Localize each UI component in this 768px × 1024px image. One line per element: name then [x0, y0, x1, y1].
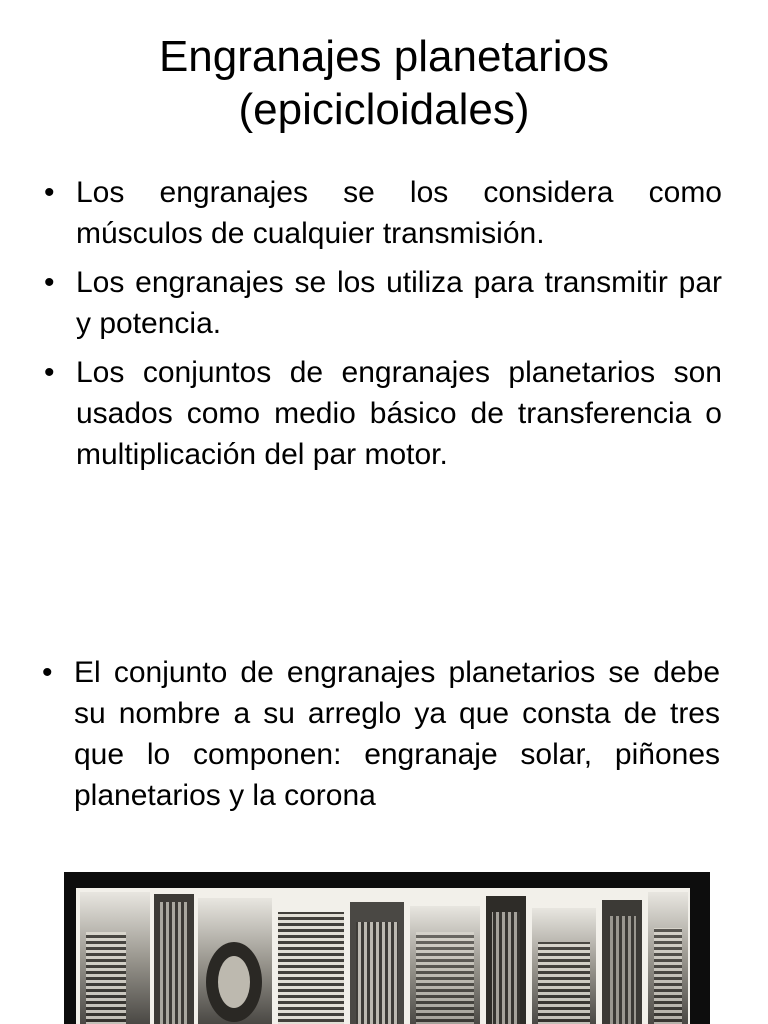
title-line-2: (epicicloidales): [238, 85, 530, 134]
bullet-marker: •: [44, 176, 55, 209]
bullet-list-bottom: [42, 652, 720, 824]
bullet-item: [44, 172, 722, 254]
bullet-item: [44, 262, 722, 344]
bullet-item: [44, 352, 722, 475]
title-line-1: Engranajes planetarios: [158, 32, 610, 81]
gear-illustration: [64, 872, 710, 1024]
bullet-text: El conjunto de engranajes planetarios se debe su nombre a su arreglo ya que consta de tres que lo componen: engranaje solar, piñones planetarios y la corona: [74, 656, 720, 812]
bullet-text: Los conjuntos de engranajes planetarios son usados como medio básico de transferencia o multiplicación del par motor.: [76, 356, 722, 471]
transmission-cutaway-photo: [64, 872, 710, 1024]
bullet-text: Los engranajes se los considera como músculos de cualquier transmisión.: [76, 176, 722, 250]
bullet-marker: •: [44, 266, 55, 299]
bullet-text: Los engranajes se los utiliza para transmitir par y potencia.: [76, 266, 722, 340]
bullet-marker: •: [42, 656, 53, 689]
bullet-list-top: [44, 172, 722, 483]
bullet-marker: •: [44, 356, 55, 389]
slide-title: [0, 30, 768, 136]
bullet-item: [42, 652, 720, 816]
